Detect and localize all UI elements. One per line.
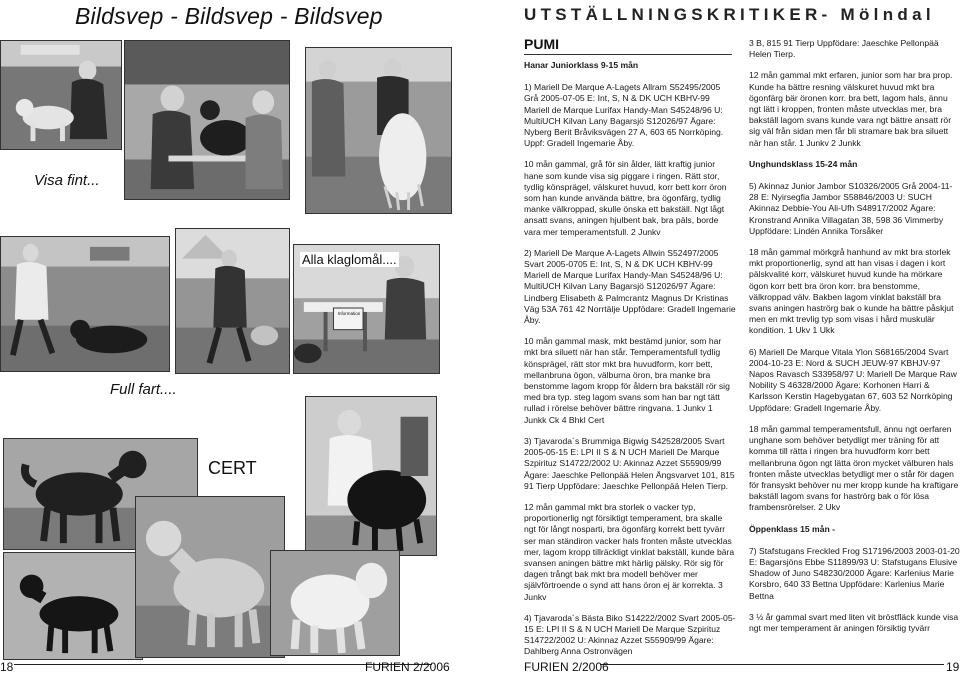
critique-text: 10 mån gammal mask, mkt bestämd junior, som har mkt bra siluett när han står. Temperamentsfull tydlig könsprägel, rätt stor mkt bra huvudform, korr bett, mellanbruna ögon, välburna öron, bra manke bra benstomme lagom kropp för åldern bra bakställ rör sig med bra typ. steg lagom svans som han bar ngt tätt rullad i rörelse behöver bättre ringvana. 1 Junkv 1 Junkk Ck 4 Bhkl Cert (524, 336, 730, 425)
photo-handler-with-white-dog (0, 40, 122, 150)
caption-full-fart: Full fart.... (110, 381, 177, 398)
section-rule (524, 54, 732, 55)
text-column-1 (524, 60, 736, 668)
photo-grooming-table (124, 40, 290, 200)
photo-woman-black-corded-dog (305, 396, 437, 556)
sign-information-text: Information (337, 311, 361, 316)
caption-visa-fint: Visa fint... (34, 172, 100, 189)
critique-text: 18 mån gammal temperamentsfull, ännu ngt oerfaren unghane som behöver betydligt mer träning för att komma till rätta i ringen bra huvudform korr bett mellanbruna ögon ngt lätta öron mycket välburen hals fronten måste utvecklas betydligt mer o står för dagen för fransyskt behöver nu mer kropp kunde ha kraftigare bakställ lagom svans for haströrg bak o för lösa frambensrörelser. 2 Ukv (749, 423, 959, 513)
page-header-right: UTSTÄLLNINGSKRITIKER- Mölndal (524, 5, 935, 24)
page-header-left: Bildsvep - Bildsvep - Bildsvep (75, 3, 383, 29)
dog-entry: 2) Mariell De Marque A-Lagets Allwin S52497/2005 Svart 2005-0705 E: Int, S, N & DK UCH KBHV-99 Mariell de Marque Lurifax Handy-Man S45248/96 U: MultiUCH Kilvan Lany Bagarsjö S12026/97 Ägare: Lindberg Elisabeth & Palmcrantz Magnus Dr Kristinas Väg 53A 761 42 Norrtälje Uppfödare: Gradell Ingemarie Åby. (524, 247, 736, 326)
caption-alla-klaglomal: Alla klaglomål.... (302, 252, 397, 267)
critique-text: 12 mån gammal mkt bra storlek o vacker typ, proportionerlig ngt försiktigt temperament, bra skalle ngt för långt nosparti, bra ögonfärg korrekt bett tyvärr ser man ständiron vacker hals fronten måste utvecklas mer, lagom kropp tillräckligt vinklat bakställ, kunde bära svansen aningen bättre mkt härlig pälsky. Rör sig för dagen trångt bak mkt bra modell behöver mer självförtroende o synd att hans öron ej är korrekta. 3 Junkv (524, 501, 735, 602)
footer-rule-right (600, 664, 944, 665)
class-heading: Öppenklass 15 mån - (749, 523, 835, 534)
photo-child-running-dog (0, 236, 170, 372)
photo-dark-dog-grass (3, 552, 143, 660)
critique-text: 18 mån gammal mörkgrå hanhund av mkt bra storlek mkt proportionerlig, synd att han visas i dagen i kort pälskvalité korr, välskuret huvud kunde ha mörkare ögon korr bett bra öron korr. bra benstomme, välkroppad välv. Bakben lagom vinklat bakställ bra svans aningen haströrg bak o kunde ha bättre påskjut men en mkt trevlig typ som visas i hård muskulär kondition. 1 Ukv 1 Ukk (749, 247, 954, 336)
dog-entry: 3) Tjavaroda´s Brummiga Bigwig S42528/2005 Svart 2005-05-15 E: LPI II S & N UCH Mariell De Marque Szpirituz S14722/2002 U: Akinnaz Azzet S55909/99 Ägare: Jaeschke Pellonpää Helen Ängsvarvet 101, 815 91 Tierp Uppfödare: Jaeschke Pellonpää Helen Tierp. (524, 435, 735, 491)
dog-entry: 7) Stafstugans Freckled Frog S17196/2003 2003-01-20 E: Bagarsjöns Ebbe S11899/93 U: Stafstugans Elusive Shadow of Juno S48230/2000 Ägare: Karlenius Marie Korsbro, 640 33 Bettna Uppfödare: Karlenius Marie Bettna (749, 545, 960, 601)
critique-text: 10 mån gammal, grå för sin ålder, lätt kraftig junior hane som kunde visa sig piggare i ringen. Rätt stor, tydlig könsprägel, välskuret huvud, korr bett korr öron som han kunde använda bättre, bra ögonfärg, tydlig manke välkroppad, skulle önska ett bakställ. Ngt lågt ansatt svans, aningen hjulbent bak, bra päls, borde vara mer temperamentsfull. 2 Junkv (524, 159, 727, 237)
photo-white-corded-dog (270, 550, 400, 656)
section-title: PUMI (524, 36, 559, 52)
text-column-2 (749, 38, 960, 644)
dog-entry: 3 B, 815 91 Tierp Uppfödare: Jaeschke Pellonpää Helen Tierp. (749, 38, 939, 60)
photo-corded-white-dog (305, 47, 452, 214)
critique-text: 3 ½ år gammal svart med liten vit bröstfläck kunde visa ngt mer temperament är aningen försiktig tyvärr (749, 611, 959, 633)
dog-entry: 1) Mariell De Marque A-Lagets Allram S52495/2005 Grå 2005-07-05 E: Int, S, N & DK UCH KBHV-99 Mariell de Marque Lurifax Handy-Man S45248/96 U: MultiUCH Kilvan Lany Bagarsjö S12026/97 Ägare: Nyberg Berit Bråviksvägen 27 A, 603 65 Norrköping. Uppf: Gradell Ingemarie Åby. (524, 82, 724, 149)
dog-entry: 4) Tjavaroda´s Bästa Biko S14222/2002 Svart 2005-05-15 E: LPI II S & N UCH Mariell De Marque Szpirituz S14722/2002 U: Akinnaz Azzet S55909/99 Ägare: Dahlberg Anna Ostronvägen (524, 612, 736, 657)
critique-text: 12 mån gammal mkt erfaren, junior som har bra prop. Kunde ha bättre resning välskuret huvud mkt bra ögonfärg bär öronen korr. bra bett, lagom hals, ännu ngt lätt i kroppen, fronten måste utvecklas mer, bra bakställ lagom svans kunde vara ngt bättre ansatt rör sig väl från sidan men får bli stramare bak bra siluett när han står. 1 Junkv 2 Junkk (749, 70, 953, 148)
class-heading: Unghundsklass 15-24 mån (749, 158, 858, 169)
caption-cert: CERT (208, 458, 257, 478)
footer-right: FURIEN 2/2006 (524, 660, 609, 673)
dog-entry: 5) Akinnaz Junior Jambor S10326/2005 Grå 2004-11-28 E: Nyirsegfia Jambor S58846/2003 U: SUCH Akinnaz Debbie-You Ali-Ufh S48917/2002 Ägare: Kronstrand Annika Villagatan 38, 598 36 Vimmerby Uppfödare: Lindén Annika Torsåker (749, 181, 953, 236)
class-heading: Hanar Juniorklass 9-15 mån (524, 60, 639, 70)
photo-show-ring-tent (175, 228, 290, 374)
footer-left: FURIEN 2/2006 (365, 660, 450, 673)
page-number-right: 19 (946, 660, 960, 673)
dog-entry: 6) Mariell De Marque Vitala Ylon S68165/2004 Svart 2004-10-23 E: Nord & SUCH JEUW-97 KBHJV-97 Napos Ravasch S33958/97 U: Mariell De Marque Raw Nobility S 46328/2000 Ägare: Korhonen Harri & Karlsson Kerstin Hagebygatan 67, 603 52 Norrköping Uppfödare: Gradell Ingemarie Åby. (749, 346, 957, 413)
page-number-left: 18 (0, 660, 14, 673)
photo-grey-dog (135, 496, 285, 658)
